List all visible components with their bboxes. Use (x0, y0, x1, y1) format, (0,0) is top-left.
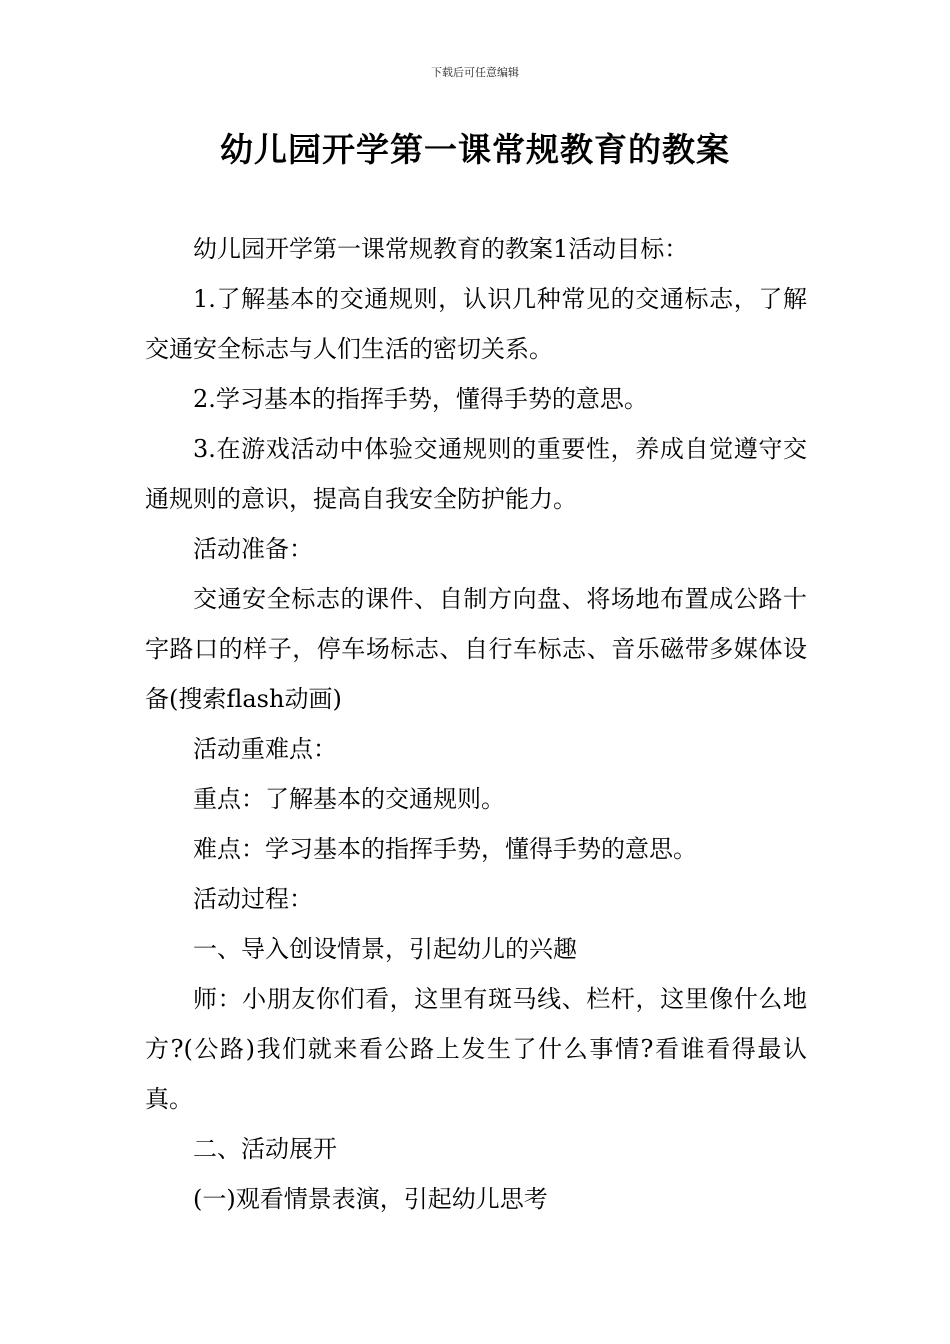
paragraph-teacher-dialogue: 师：小朋友你们看，这里有斑马线、栏杆，这里像什么地方?(公路)我们就来看公路上发生了什么事情?看谁看得最认真。 (145, 985, 807, 1113)
paragraph-key-point: 重点：了解基本的交通规则。 (193, 785, 505, 813)
paragraph-goal-2: 2.学习基本的指挥手势，懂得手势的意思。 (193, 385, 648, 413)
header-note: 下载后可任意编辑 (431, 66, 519, 79)
paragraph-goal-1: 1.了解基本的交通规则，认识几种常见的交通标志，了解交通安全标志与人们生活的密切关系。 (145, 285, 807, 363)
document-title: 幼儿园开学第一课常规教育的教案 (220, 130, 730, 169)
paragraph-goal-3: 3.在游戏活动中体验交通规则的重要性，养成自觉遵守交通规则的意识，提高自我安全防护能力。 (145, 435, 807, 513)
paragraph-process-heading: 活动过程： (193, 885, 313, 913)
paragraph-preparation-heading: 活动准备： (193, 535, 313, 563)
document-body (145, 224, 807, 1224)
paragraph-step-1: 一、导入创设情景，引起幼儿的兴趣 (193, 935, 577, 963)
paragraph-preparation: 交通安全标志的课件、自制方向盘、将场地布置成公路十字路口的样子，停车场标志、自行车标志、音乐磁带多媒体设备(搜索flash动画) (145, 585, 807, 713)
paragraph-lesson-intro: 幼儿园开学第一课常规教育的教案1活动目标： (193, 235, 689, 263)
paragraph-key-points-heading: 活动重难点： (193, 735, 337, 763)
paragraph-difficult-point: 难点：学习基本的指挥手势，懂得手势的意思。 (193, 835, 697, 863)
paragraph-step-2: 二、活动展开 (193, 1135, 337, 1163)
paragraph-step-2-sub-1: (一)观看情景表演，引起幼儿思考 (193, 1185, 548, 1213)
